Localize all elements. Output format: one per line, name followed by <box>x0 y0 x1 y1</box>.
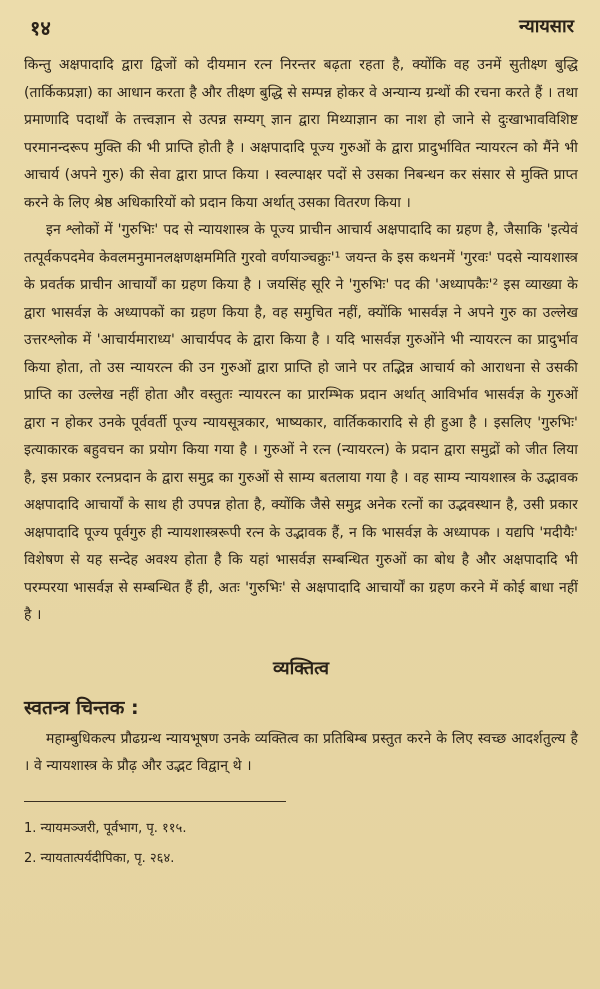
footnote-rule <box>24 801 286 802</box>
footnote-2: 2. न्यायतात्पर्यदीपिका, पृ. २६४. <box>24 850 175 866</box>
running-title: न्यायसार <box>518 16 574 37</box>
paragraph-1: किन्तु अक्षपादादि द्वारा द्विजों को दीयमान रत्न निरन्तर बढ़ता रहता है, क्योंकि वह उनमें सुतीक्ष्ण बुद्धि (तार्किकप्रज्ञा) का आधान करता है और तीक्ष्ण बुद्धि से सम्पन्न होकर वे अन्यान्य ग्रन्थों की रचना करते हैं । तथा प्रमाणादि पदार्थों के तत्त्वज्ञान से उत्पन्न सम्यग् ज्ञान द्वारा मिथ्याज्ञान का नाश हो जाने से दुःखाभावविशिष्ट परमानन्दरूप मुक्ति की भी प्राप्ति होती है । अक्षपादादि पूज्य गुरुओं के द्वारा प्रादुर्भावित न्यायरत्न को मैंने भी आचार्य (अपने गुरु) की सेवा द्वारा प्राप्त किया । स्वल्पाक्षर पदों से उसका निबन्धन कर संसार से मुक्ति प्राप्त करने के लिए श्रेष्ठ अधिकारियों को प्रदान किया अर्थात् उसका वितरण किया । <box>24 57 578 211</box>
subheading: स्वतन्त्र चिन्तक : <box>24 696 139 719</box>
page-header <box>24 0 578 52</box>
section-heading: व्यक्तित्व <box>273 657 329 679</box>
footnote-1: 1. न्यायमञ्जरी, पूर्वभाग, पृ. ११५. <box>24 820 187 836</box>
paragraph-2: इन श्लोकों में 'गुरुभिः' पद से न्यायशास्त्र के पूज्य प्राचीन आचार्य अक्षपादादि का ग्रहण है, जैसाकि 'इत्येवं तत्पूर्वकपदमेव केवलमनुमानलक्षणक्षममिति गुरवो वर्णयाञ्चक्रुः'¹ जयन्त के इस कथनमें 'गुरवः' पदसे न्यायशास्त्र के प्रवर्तक प्राचीन आचार्यों का ग्रहण किया है । जयसिंह सूरि ने 'गुरुभिः' पद की 'अध्यापकैः'² इस व्याख्या के द्वारा भासर्वज्ञ के अध्यापकों का ग्रहण किया है, वह समुचित नहीं, क्योंकि भासर्वज्ञ ने अपने गुरु का उल्लेख उत्तरश्लोक में 'आचार्यमाराध्य' आचार्यपद के द्वारा किया है । यदि भासर्वज्ञ गुरुओंने भी न्यायरत्न का प्रादुर्भाव किया होता, तो उस न्यायरत्न की उन गुरुओं द्वारा प्राप्ति हो जाने पर तद्भिन्न आचार्य को आराधना से उसकी प्राप्ति का उल्लेख नहीं होता और वस्तुतः न्यायरत्न का प्रारम्भिक प्रदान अर्थात् आविर्भाव भासर्वज्ञ के गुरुओं द्वारा न होकर उनके पूर्ववर्ती पूज्य न्यायसूत्रकार, भाष्यकार, वार्तिककारादि से ही हुआ है । इसलिए 'गुरुभिः' इत्याकारक बहुवचन का प्रयोग किया गया है । गुरुओं ने रत्न (न्यायरत्न) के प्रदान द्वारा समुद्रों को जीत लिया है, इस प्रकार रत्नप्रदान के द्वारा समुद्र का गुरुओं से साम्य बतलाया गया है । वह साम्य न्यायशास्त्र के उद्भावक अक्षपादादि आचार्यों के साथ ही उपपन्न होता है, क्योंकि जैसे समुद्र अनेक रत्नों का उद्भवस्थान है, उसी प्रकार अक्षपादादि पूज्य पूर्वगुरु ही न्यायशास्त्ररूपी रत्न के उद्भावक हैं, न कि भासर्वज्ञ के अध्यापक । यद्यपि 'मदीयैः' विशेषण से यह सन्देह अवश्य होता है कि यहां भासर्वज्ञ सम्बन्धित गुरुओं का बोध है और अक्षपादादि भी परम्परया भासर्वज्ञ से सम्बन्धित हैं ही, अतः 'गुरुभिः' से अक्षपादादि आचार्यों का ग्रहण करने में कोई बाधा नहीं है । <box>24 222 578 623</box>
page-number: १४ <box>30 16 51 40</box>
paragraph-3: महाम्बुधिकल्प प्रौढग्रन्थ न्यायभूषण उनके व्यक्तित्व का प्रतिबिम्ब प्रस्तुत करने के लिए स्वच्छ आदर्शतुल्य है । वे न्यायशास्त्र के प्रौढ़ और उद्भट विद्वान् थे । <box>24 730 578 774</box>
